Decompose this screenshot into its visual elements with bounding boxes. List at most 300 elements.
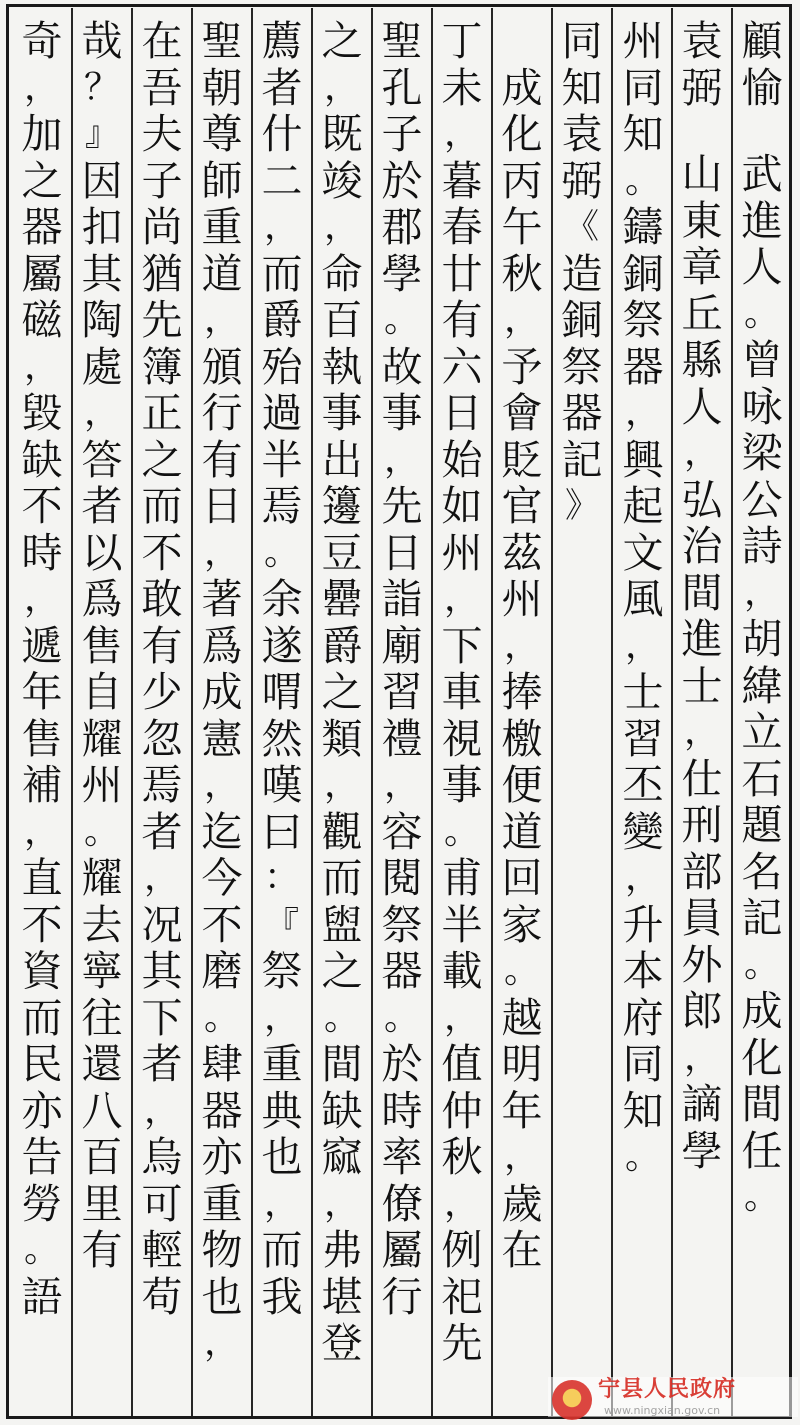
character: 始 (441, 435, 483, 484)
character: 六 (441, 342, 483, 391)
punctuation-mark: ， (203, 299, 240, 340)
character: 屬 (21, 249, 63, 298)
punctuation-mark: 』 (85, 114, 119, 154)
character: 直 (21, 854, 63, 902)
character: 廟 (381, 621, 423, 670)
character: 率 (381, 1133, 423, 1181)
text-column (12, 18, 72, 1408)
character: 曾 (741, 336, 783, 384)
character: 僚 (381, 1179, 423, 1228)
character: 嘆 (261, 761, 303, 809)
punctuation-mark: 。 (383, 996, 420, 1038)
punctuation-mark: ， (263, 206, 300, 247)
character: 之 (321, 17, 363, 65)
punctuation-mark: ， (443, 996, 480, 1038)
character: 猶 (141, 249, 183, 298)
character: 豆 (321, 528, 363, 577)
character: 也 (261, 1133, 303, 1181)
character: 亦 (201, 1133, 243, 1181)
punctuation-mark: 。 (743, 1176, 780, 1217)
character: 車 (441, 668, 483, 716)
character: 哉 (81, 17, 123, 65)
character: 人 (741, 243, 783, 291)
character: 二 (261, 156, 303, 205)
punctuation-mark: ， (143, 1089, 180, 1131)
character: 弼 (681, 63, 723, 112)
character: 什 (261, 110, 303, 158)
character: 視 (441, 714, 483, 763)
character: 以 (81, 528, 123, 577)
character: 之 (321, 668, 363, 716)
character: 年 (501, 1086, 543, 1135)
character: 立 (741, 708, 783, 756)
character: 耀 (81, 854, 123, 902)
character: 命 (321, 249, 363, 298)
character: 器 (622, 342, 664, 391)
character: 值 (441, 1040, 483, 1088)
character: 喟 (261, 668, 303, 716)
character: 如 (441, 482, 483, 530)
punctuation-mark: ， (383, 438, 420, 480)
character: 記 (741, 894, 783, 942)
character: 學 (381, 249, 423, 298)
character: 語 (21, 1272, 63, 1321)
punctuation-mark: 『 (265, 904, 299, 945)
punctuation-mark: ， (624, 392, 661, 433)
character: 孔 (381, 63, 423, 112)
character: 山 (681, 150, 723, 198)
character: 夫 (141, 110, 183, 158)
character: 敢 (141, 575, 183, 623)
punctuation-mark: ， (683, 711, 720, 752)
character: 執 (321, 342, 363, 391)
character: 售 (81, 621, 123, 670)
text-column (372, 18, 432, 1408)
character: 謫 (681, 1080, 723, 1128)
punctuation-mark: 《 (565, 207, 599, 247)
character: 售 (21, 714, 63, 763)
punctuation-mark: ， (323, 66, 360, 108)
character: 郎 (681, 987, 723, 1035)
character: 加 (21, 110, 63, 158)
punctuation-mark: 。 (743, 943, 780, 985)
punctuation-mark: ， (323, 764, 360, 805)
character: 半 (261, 435, 303, 484)
punctuation-mark: ： (263, 857, 300, 898)
character: 耀 (81, 714, 123, 763)
character: 物 (201, 1226, 243, 1274)
character: 州 (441, 528, 483, 577)
character: 祭 (622, 296, 664, 344)
character: 歲 (501, 1179, 543, 1228)
character: 之 (141, 435, 183, 484)
character: 進 (681, 615, 723, 663)
character: 事 (441, 761, 483, 809)
text-column (432, 18, 492, 1408)
character: 余 (261, 575, 303, 623)
character: 造 (561, 249, 603, 298)
character: 年 (21, 668, 63, 716)
character: 子 (381, 110, 423, 158)
punctuation-mark: 。 (383, 299, 420, 340)
character: 便 (501, 761, 543, 809)
character: 士 (681, 661, 723, 710)
punctuation-mark: ， (323, 206, 360, 247)
character: 銅 (622, 249, 664, 298)
character: 重 (201, 1179, 243, 1228)
character: 外 (681, 940, 723, 989)
punctuation-mark: ， (203, 531, 240, 573)
character: 遞 (21, 621, 63, 670)
character: 里 (81, 1179, 123, 1228)
character: 者 (261, 63, 303, 112)
character: 於 (381, 1040, 423, 1088)
punctuation-mark: ， (683, 432, 720, 473)
character: 有 (441, 296, 483, 344)
character: 百 (81, 1133, 123, 1181)
character: 而 (261, 1226, 303, 1274)
character: 缺 (321, 1086, 363, 1135)
character: 在 (501, 1226, 543, 1274)
character: 州 (81, 761, 123, 809)
punctuation-mark: 。 (323, 996, 360, 1038)
punctuation-mark: ， (143, 857, 180, 898)
character: 捧 (501, 668, 543, 716)
character: 學 (681, 1126, 723, 1175)
character: 予 (501, 342, 543, 391)
character: 廿 (441, 249, 483, 298)
character: 知 (561, 63, 603, 112)
character: 間 (321, 1040, 363, 1088)
punctuation-mark: ， (203, 764, 240, 805)
character: 記 (561, 435, 603, 484)
character: 弗 (321, 1226, 363, 1274)
character: 器 (561, 389, 603, 437)
character: 器 (201, 1086, 243, 1135)
character: 刑 (681, 801, 723, 849)
character: 本 (622, 947, 664, 995)
punctuation-mark: ， (443, 113, 480, 154)
character: 仕 (681, 754, 723, 803)
punctuation-mark: 。 (503, 950, 540, 991)
punctuation-mark: 》 (565, 486, 599, 526)
character: 烏 (141, 1133, 183, 1181)
character: 愉 (741, 63, 783, 112)
punctuation-mark: ， (503, 1136, 540, 1177)
character: 文 (622, 528, 664, 577)
character: 缺 (21, 435, 63, 484)
national-emblem-icon (552, 1380, 592, 1420)
character: 暮 (441, 156, 483, 205)
character: 袁 (561, 110, 603, 158)
character: 梁 (741, 429, 783, 477)
character: 勞 (21, 1179, 63, 1228)
character: 典 (261, 1086, 303, 1135)
character: 知 (622, 1086, 664, 1135)
text-column (312, 18, 372, 1408)
character: 半 (441, 900, 483, 949)
character: 茲 (501, 528, 543, 577)
character: 登 (321, 1319, 363, 1367)
character: 丁 (441, 17, 483, 65)
punctuation-mark: ， (503, 299, 540, 340)
character: 貶 (501, 435, 543, 484)
character: 章 (681, 243, 723, 291)
character: 有 (201, 435, 243, 484)
character: 著 (201, 575, 243, 623)
character: 奇 (21, 17, 63, 65)
character: 出 (321, 435, 363, 484)
character: 風 (622, 575, 664, 623)
character: 丙 (501, 156, 543, 205)
character: 殆 (261, 342, 303, 391)
character: 還 (81, 1040, 123, 1088)
text-column (672, 18, 732, 1408)
character: 毀 (21, 389, 63, 437)
character: 緯 (741, 661, 783, 710)
character: 祭 (561, 342, 603, 391)
punctuation-mark: ， (263, 996, 300, 1038)
character: 知 (622, 110, 664, 158)
character: 甫 (441, 854, 483, 902)
punctuation-mark: ？ (83, 66, 120, 108)
text-column (132, 18, 192, 1408)
character: 丕 (622, 761, 664, 809)
character: 爵 (321, 621, 363, 670)
text-column (552, 18, 612, 1408)
character: 者 (141, 807, 183, 856)
character: 袁 (681, 17, 723, 65)
character: 去 (81, 900, 123, 949)
character: 有 (141, 621, 183, 670)
character: 扣 (81, 203, 123, 251)
character: 家 (501, 900, 543, 949)
character: 州 (622, 17, 664, 65)
character: 磁 (21, 296, 63, 344)
character: 午 (501, 203, 543, 251)
character: 事 (381, 389, 423, 437)
character: 不 (21, 900, 63, 949)
character: 吾 (141, 63, 183, 112)
punctuation-mark: ， (683, 1036, 720, 1078)
character: 肆 (201, 1040, 243, 1088)
character: 先 (141, 296, 183, 344)
character: 少 (141, 668, 183, 716)
character: 事 (321, 389, 363, 437)
character: 任 (741, 1126, 783, 1175)
character: 而 (321, 854, 363, 902)
character: 銅 (561, 296, 603, 344)
character: 興 (622, 435, 664, 484)
character: 下 (441, 621, 483, 670)
punctuation-mark: ， (23, 578, 60, 619)
punctuation-mark: ， (503, 624, 540, 666)
punctuation-mark: 。 (624, 1136, 661, 1177)
character: 間 (681, 568, 723, 617)
character: 資 (21, 947, 63, 995)
character: 不 (201, 900, 243, 949)
character: 之 (21, 156, 63, 205)
character: 習 (622, 714, 664, 763)
character: 亦 (21, 1086, 63, 1135)
character: 於 (381, 156, 423, 205)
character: 弼 (561, 156, 603, 205)
character: 遂 (261, 621, 303, 670)
character: 不 (21, 482, 63, 530)
punctuation-mark: 。 (23, 1229, 60, 1270)
character: 會 (501, 389, 543, 437)
punctuation-mark: ， (23, 66, 60, 108)
text-column (492, 18, 552, 1408)
character: 尊 (201, 110, 243, 158)
character: 越 (501, 993, 543, 1042)
text-column (613, 18, 673, 1408)
character: 例 (441, 1226, 483, 1274)
character: 屬 (381, 1226, 423, 1274)
character: 道 (201, 249, 243, 298)
character: 者 (81, 482, 123, 530)
character: 盥 (321, 900, 363, 949)
character: 我 (261, 1272, 303, 1321)
character: 變 (622, 807, 664, 856)
character: 成 (501, 63, 543, 112)
character: 閱 (381, 854, 423, 902)
character: 寧 (81, 947, 123, 995)
character: 况 (141, 900, 183, 949)
character: 不 (141, 528, 183, 577)
character: 名 (741, 847, 783, 896)
punctuation-mark: ， (383, 764, 420, 805)
character: 先 (441, 1319, 483, 1367)
character: 秋 (441, 1133, 483, 1181)
character: 顧 (741, 17, 783, 65)
character: 人 (681, 382, 723, 431)
character: 爲 (81, 575, 123, 623)
character: 檄 (501, 714, 543, 763)
character: 升 (622, 900, 664, 949)
character: 咏 (741, 382, 783, 431)
character: 仲 (441, 1086, 483, 1135)
character: 題 (741, 801, 783, 849)
character: 習 (381, 668, 423, 716)
punctuation-mark: ， (23, 345, 60, 387)
character: 補 (21, 761, 63, 809)
character: 化 (741, 1033, 783, 1082)
character: 民 (21, 1040, 63, 1088)
character (496, 18, 548, 65)
text-column (732, 18, 792, 1408)
character: 過 (261, 389, 303, 437)
character: 武 (741, 150, 783, 198)
character: 詣 (381, 575, 423, 623)
character: 爵 (261, 296, 303, 344)
character: 時 (381, 1086, 423, 1135)
character: 八 (81, 1086, 123, 1135)
character: 觀 (321, 807, 363, 856)
character: 明 (501, 1040, 543, 1088)
character: 頒 (201, 342, 243, 391)
text-column (252, 18, 312, 1408)
character: 回 (501, 854, 543, 902)
character: 然 (261, 714, 303, 763)
character: 師 (201, 156, 243, 205)
character: 未 (441, 63, 483, 112)
character: 官 (501, 482, 543, 530)
character: 成 (201, 668, 243, 716)
character: 在 (141, 17, 183, 65)
character: 其 (81, 249, 123, 298)
character: 丘 (681, 289, 723, 338)
character: 憲 (201, 714, 243, 763)
character: 類 (321, 714, 363, 763)
character: 其 (141, 947, 183, 995)
character: 陶 (81, 296, 123, 344)
character: 焉 (261, 482, 303, 530)
punctuation-mark: ， (323, 1182, 360, 1224)
punctuation-mark: ， (443, 1182, 480, 1224)
punctuation-mark: ， (203, 1322, 240, 1363)
character: 尚 (141, 203, 183, 251)
character: 府 (622, 993, 664, 1042)
character: 容 (381, 807, 423, 856)
character: 有 (81, 1226, 123, 1274)
character: 公 (741, 475, 783, 524)
character: 重 (261, 1040, 303, 1088)
character: 縣 (681, 336, 723, 384)
character: 籩 (321, 482, 363, 530)
character: 員 (681, 894, 723, 942)
character: 處 (81, 342, 123, 391)
character: 磨 (201, 947, 243, 995)
character: 秋 (501, 249, 543, 298)
character: 治 (681, 522, 723, 570)
punctuation-mark: 。 (203, 996, 240, 1038)
character: 道 (501, 807, 543, 856)
character: 同 (622, 1040, 664, 1088)
punctuation-mark: 。 (263, 531, 300, 573)
character: 石 (741, 754, 783, 803)
character: 先 (381, 482, 423, 530)
character: 罍 (321, 575, 363, 623)
character: 東 (681, 196, 723, 245)
character: 自 (81, 668, 123, 716)
character: 正 (141, 389, 183, 437)
character: 窳 (321, 1133, 363, 1181)
character: 州 (501, 575, 543, 623)
character: 告 (21, 1133, 63, 1181)
character: 堪 (321, 1272, 363, 1321)
punctuation-mark: ， (23, 810, 60, 852)
character: 間 (741, 1080, 783, 1128)
character: 爲 (201, 621, 243, 670)
character: 祭 (261, 947, 303, 995)
character: 百 (321, 296, 363, 344)
punctuation-mark: 。 (624, 159, 661, 201)
character: 日 (381, 528, 423, 577)
character: 器 (381, 947, 423, 995)
character: 焉 (141, 761, 183, 809)
character: 聖 (381, 17, 423, 65)
punctuation-mark: 。 (443, 810, 480, 852)
character: 胡 (741, 615, 783, 663)
punctuation-mark: ， (83, 392, 120, 433)
character: 輕 (141, 1226, 183, 1274)
character: 下 (141, 993, 183, 1042)
character: 忽 (141, 714, 183, 763)
watermark-title: 宁县人民政府 (598, 1377, 737, 1402)
character: 禮 (381, 714, 423, 763)
character: 之 (321, 947, 363, 995)
